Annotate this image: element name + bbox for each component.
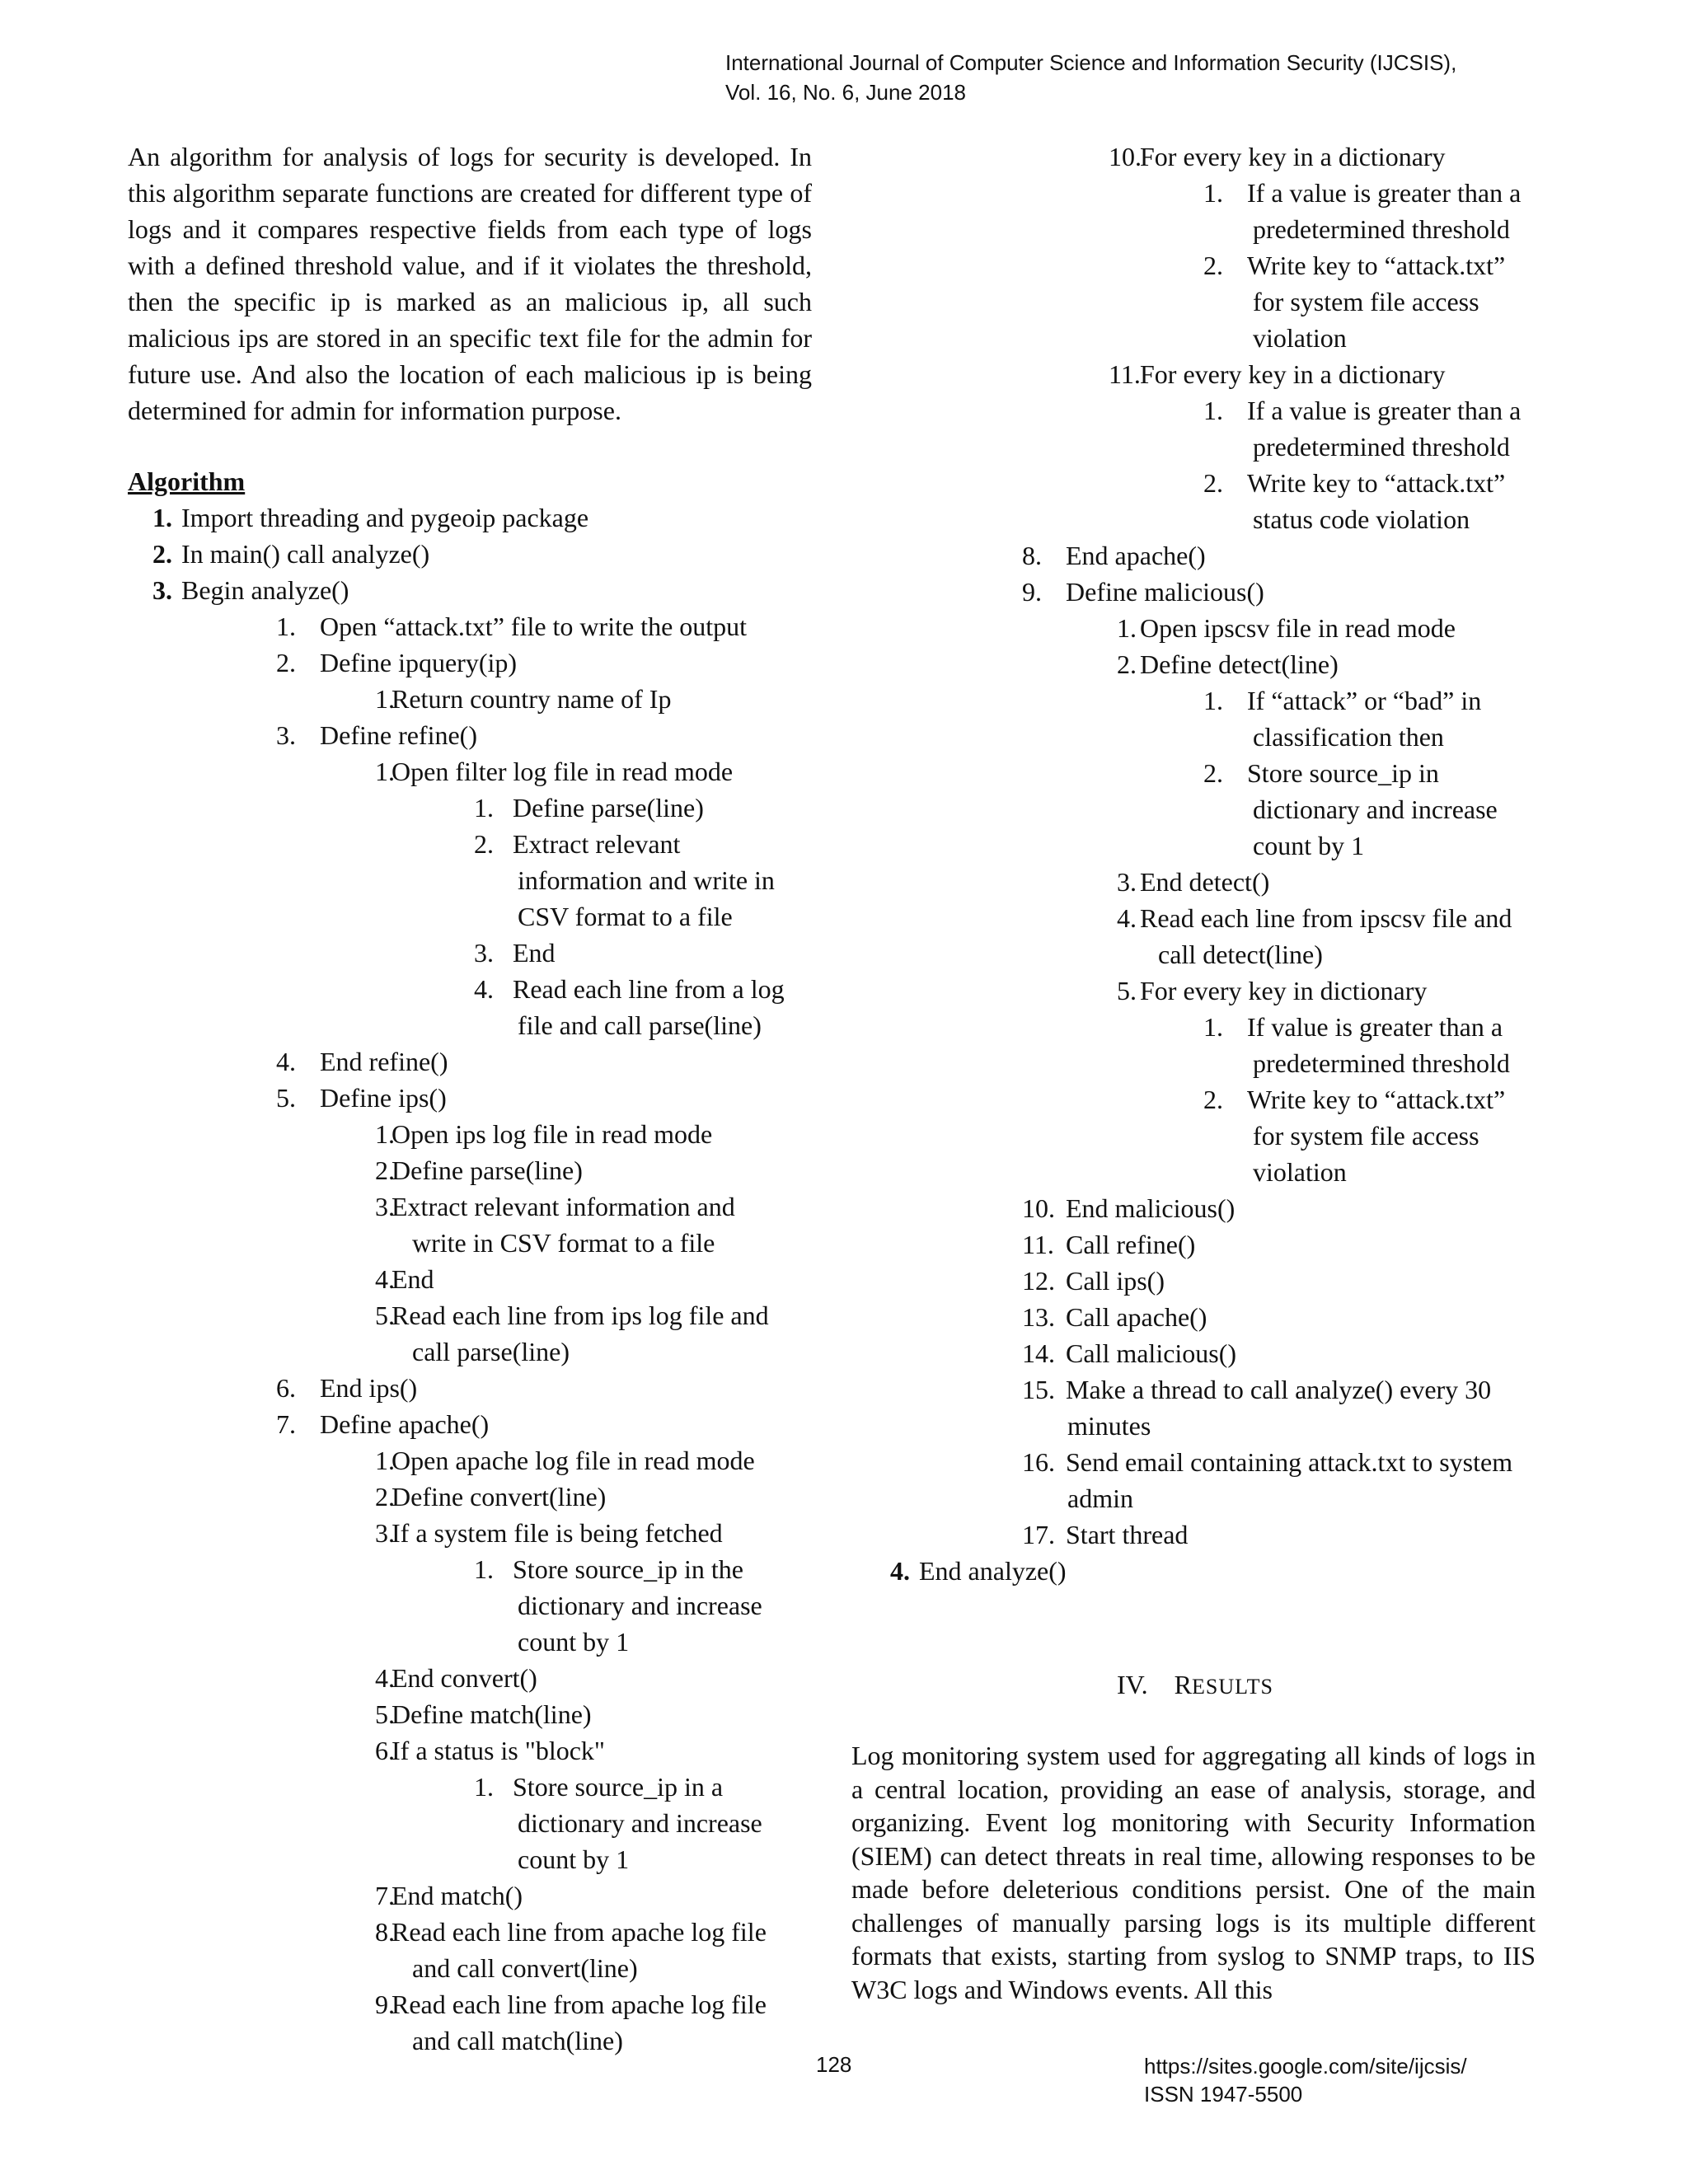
step-number: 1. <box>1117 613 1137 643</box>
step-text: for system file access <box>1253 287 1479 316</box>
step-text: End <box>392 1264 434 1294</box>
algorithm-line <box>849 864 1541 900</box>
step-number: 1. <box>1203 396 1223 425</box>
step-number: 4. <box>276 1047 296 1076</box>
step-text: information and write in <box>518 865 775 895</box>
step-number: 1. <box>375 684 395 714</box>
step-number: 2. <box>1203 758 1223 788</box>
step-number: 9. <box>1022 577 1042 607</box>
step-text: Define parse(line) <box>392 1155 583 1185</box>
algorithm-line <box>849 1299 1541 1335</box>
journal-volume: Vol. 16, No. 6, June 2018 <box>725 80 966 105</box>
step-number: 5. <box>375 1699 395 1729</box>
algorithm-line <box>128 717 812 753</box>
algorithm-line <box>128 1261 812 1297</box>
algorithm-line <box>849 646 1541 682</box>
step-number: 1. <box>152 503 172 532</box>
algorithm-line <box>849 1045 1541 1081</box>
algorithm-line <box>128 1660 812 1696</box>
step-number: 15. <box>1022 1375 1055 1404</box>
step-number: 6. <box>375 1736 395 1765</box>
algorithm-line <box>849 1263 1541 1299</box>
step-number: 3. <box>276 720 296 750</box>
step-text: for system file access <box>1253 1121 1479 1151</box>
step-text: Define ips() <box>320 1083 447 1113</box>
algorithm-line <box>849 791 1541 827</box>
step-text: Read each line from a log <box>513 974 785 1004</box>
step-text: call detect(line) <box>1158 940 1323 969</box>
step-number: 2. <box>1203 468 1223 498</box>
algorithm-line <box>128 1406 812 1442</box>
algorithm-heading: Algorithm <box>128 466 246 496</box>
step-text: Open ips log file in read mode <box>392 1119 713 1149</box>
step-number: 3. <box>375 1192 395 1221</box>
algorithm-line <box>849 1516 1541 1553</box>
step-text: and call convert(line) <box>412 1953 638 1983</box>
algorithm-line <box>849 392 1541 429</box>
algorithm-line <box>849 1081 1541 1118</box>
step-text: If a value is greater than a <box>1247 396 1522 425</box>
algorithm-line <box>128 1986 812 2022</box>
step-number: 2. <box>474 829 494 859</box>
algorithm-line <box>128 753 812 790</box>
step-text: End match() <box>392 1881 523 1910</box>
step-number: 4. <box>375 1264 395 1294</box>
step-number: 2. <box>276 648 296 677</box>
algorithm-line <box>128 499 812 536</box>
step-number: 1. <box>474 793 494 823</box>
step-number: 3. <box>1117 867 1137 897</box>
results-heading <box>849 1666 1541 1705</box>
step-text: CSV format to a file <box>518 902 733 931</box>
step-number: 7. <box>276 1409 296 1439</box>
footer-url: https://sites.google.com/site/ijcsis/ <box>1144 2054 1467 2079</box>
step-number: 6. <box>276 1373 296 1403</box>
journal-header <box>725 48 1456 107</box>
step-number: 5. <box>276 1083 296 1113</box>
algorithm-line <box>128 1479 812 1515</box>
left-column <box>128 138 812 2059</box>
step-text: Open “attack.txt” file to write the output <box>320 612 748 641</box>
algorithm-line <box>128 1950 812 1986</box>
step-text: dictionary and increase <box>518 1808 762 1838</box>
algorithm-line <box>128 1551 812 1587</box>
algorithm-line <box>128 1624 812 1660</box>
step-text: Define detect(line) <box>1140 649 1339 679</box>
algorithm-line <box>849 900 1541 936</box>
algorithm-line <box>849 175 1541 211</box>
step-text: Start thread <box>1066 1520 1189 1549</box>
step-text: For every key in dictionary <box>1140 976 1428 1005</box>
step-number: 8. <box>375 1917 395 1947</box>
step-text: For every key in a dictionary <box>1140 359 1446 389</box>
step-number: 1. <box>474 1772 494 1802</box>
algorithm-line <box>128 935 812 971</box>
footer-issn: ISSN 1947-5500 <box>1144 2082 1303 2107</box>
step-text: Open filter log file in read mode <box>392 757 734 786</box>
step-number: 1. <box>375 757 395 786</box>
algorithm-line <box>849 1408 1541 1444</box>
algorithm-line <box>128 1914 812 1950</box>
step-text: Read each line from apache log file <box>392 1917 767 1947</box>
algorithm-line <box>128 1043 812 1080</box>
step-number: 11. <box>1022 1230 1054 1259</box>
step-text: predetermined threshold <box>1253 432 1510 462</box>
algorithm-line <box>128 1841 812 1877</box>
step-text: Read each line from ipscsv file and <box>1140 903 1512 933</box>
journal-name: International Journal of Computer Science and Information Security (IJCSIS), <box>725 50 1457 75</box>
algorithm-line <box>128 1587 812 1624</box>
step-text: write in CSV format to a file <box>412 1228 715 1258</box>
step-text: minutes <box>1067 1411 1151 1441</box>
step-number: 1. <box>375 1119 395 1149</box>
right-column <box>849 138 1541 1589</box>
algorithm-line <box>849 827 1541 864</box>
step-text: Define malicious() <box>1066 577 1264 607</box>
algorithm-line <box>849 610 1541 646</box>
step-text: End detect() <box>1140 867 1270 897</box>
step-number: 16. <box>1022 1447 1055 1477</box>
step-text: Define convert(line) <box>392 1482 607 1511</box>
results-paragraph: Log monitoring system used for aggregating all kinds of logs in a central location, providing an ease of analysis, storage, and organizing. Event log monitoring with Security Information (SIEM) can detect threats in real time, allowing responses to be made before deleterious conditions persist. One of the main challenges of manually parsing logs is its multiple different formats that exists, starting from syslog to SNMP traps, to IIS W3C logs and Windows events. All this <box>851 1741 1536 2004</box>
step-text: Read each line from apache log file <box>392 1990 767 2019</box>
step-text: End apache() <box>1066 541 1206 570</box>
step-number: 3. <box>474 938 494 968</box>
step-number: 7. <box>375 1881 395 1910</box>
step-number: 17. <box>1022 1520 1055 1549</box>
algorithm-line <box>128 1297 812 1333</box>
step-number: 9. <box>375 1990 395 2019</box>
step-text: admin <box>1067 1483 1133 1513</box>
step-number: 2. <box>152 539 172 569</box>
algorithm-line <box>849 1190 1541 1226</box>
algorithm-line <box>849 972 1541 1009</box>
step-text: For every key in a dictionary <box>1140 142 1446 171</box>
step-number: 4. <box>474 974 494 1004</box>
step-text: End malicious() <box>1066 1193 1236 1223</box>
algorithm-line <box>849 719 1541 755</box>
section-title-rest: ESULTS <box>1192 1675 1273 1699</box>
step-number: 12. <box>1022 1266 1055 1296</box>
step-text: Read each line from ips log file and <box>392 1301 769 1330</box>
step-text: call parse(line) <box>412 1337 570 1366</box>
algorithm-line <box>849 284 1541 320</box>
step-number: 1. <box>1203 686 1223 715</box>
step-text: Extract relevant <box>513 829 681 859</box>
step-text: In main() call analyze() <box>181 539 430 569</box>
algorithm-line <box>128 1805 812 1841</box>
algorithm-line <box>849 1444 1541 1480</box>
step-number: 2. <box>1117 649 1137 679</box>
step-number: 14. <box>1022 1338 1055 1368</box>
step-number: 5. <box>1117 976 1137 1005</box>
algorithm-list-left <box>128 499 812 2059</box>
step-text: If a value is greater than a <box>1247 178 1522 208</box>
algorithm-line <box>849 1553 1541 1589</box>
step-text: Call refine() <box>1066 1230 1196 1259</box>
step-number: 3. <box>152 575 172 605</box>
algorithm-line <box>128 1515 812 1551</box>
step-number: 11. <box>1109 359 1141 389</box>
algorithm-line <box>128 1225 812 1261</box>
algorithm-line <box>849 1154 1541 1190</box>
algorithm-line <box>128 572 812 608</box>
step-text: predetermined threshold <box>1253 214 1510 244</box>
algorithm-line <box>849 320 1541 356</box>
algorithm-line <box>849 1480 1541 1516</box>
step-number: 1. <box>1203 178 1223 208</box>
step-number: 1. <box>276 612 296 641</box>
step-text: violation <box>1253 1157 1347 1187</box>
step-text: Store source_ip in the <box>513 1554 743 1584</box>
step-text: and call match(line) <box>412 2026 623 2055</box>
step-text: file and call parse(line) <box>518 1010 762 1040</box>
step-text: Import threading and pygeoip package <box>181 503 589 532</box>
step-text: Begin analyze() <box>181 575 349 605</box>
algorithm-line <box>849 429 1541 465</box>
step-number: 2. <box>375 1155 395 1185</box>
algorithm-list-right <box>849 138 1541 1589</box>
algorithm-line <box>128 1732 812 1769</box>
step-text: status code violation <box>1253 504 1470 534</box>
step-number: 4. <box>890 1556 910 1586</box>
step-number: 2. <box>1203 1085 1223 1114</box>
algorithm-line <box>128 1188 812 1225</box>
step-text: End refine() <box>320 1047 448 1076</box>
step-number: 1. <box>375 1446 395 1475</box>
step-text: violation <box>1253 323 1347 353</box>
step-text: End ips() <box>320 1373 418 1403</box>
step-text: dictionary and increase <box>518 1591 762 1620</box>
algorithm-line <box>849 537 1541 574</box>
step-number: 1. <box>474 1554 494 1584</box>
step-text: Open apache log file in read mode <box>392 1446 755 1475</box>
algorithm-line <box>849 755 1541 791</box>
algorithm-line <box>849 138 1541 175</box>
algorithm-line <box>849 1226 1541 1263</box>
step-text: Write key to “attack.txt” <box>1247 1085 1506 1114</box>
algorithm-line <box>128 536 812 572</box>
step-number: 4. <box>1117 903 1137 933</box>
algorithm-line <box>128 1442 812 1479</box>
algorithm-line <box>128 898 812 935</box>
algorithm-line <box>849 465 1541 501</box>
algorithm-line <box>128 1769 812 1805</box>
algorithm-line <box>849 1371 1541 1408</box>
step-text: Store source_ip in a <box>513 1772 724 1802</box>
step-number: 2. <box>1203 251 1223 280</box>
step-text: Make a thread to call analyze() every 30 <box>1066 1375 1492 1404</box>
step-number: 13. <box>1022 1302 1055 1332</box>
step-text: Store source_ip in <box>1247 758 1439 788</box>
step-number: 8. <box>1022 541 1042 570</box>
step-text: Extract relevant information and <box>392 1192 735 1221</box>
algorithm-line <box>849 1009 1541 1045</box>
algorithm-line <box>849 211 1541 247</box>
algorithm-line <box>849 574 1541 610</box>
step-number: 3. <box>375 1518 395 1548</box>
algorithm-line <box>849 1335 1541 1371</box>
step-text: Write key to “attack.txt” <box>1247 468 1506 498</box>
step-text: Define refine() <box>320 720 477 750</box>
algorithm-line <box>128 790 812 826</box>
algorithm-line <box>128 644 812 681</box>
step-text: Call malicious() <box>1066 1338 1237 1368</box>
step-text: Define ipquery(ip) <box>320 648 518 677</box>
algorithm-line <box>849 1118 1541 1154</box>
step-text: End convert() <box>392 1663 537 1693</box>
step-text: count by 1 <box>1253 831 1365 860</box>
algorithm-line <box>128 1152 812 1188</box>
step-text: Open ipscsv file in read mode <box>1140 613 1456 643</box>
step-text: If value is greater than a <box>1247 1012 1503 1042</box>
step-text: Define match(line) <box>392 1699 592 1729</box>
algorithm-line <box>128 608 812 644</box>
footer-info <box>1144 2052 1467 2108</box>
step-text: Call apache() <box>1066 1302 1207 1332</box>
step-text: Send email containing attack.txt to system <box>1066 1447 1513 1477</box>
step-text: dictionary and increase <box>1253 794 1498 824</box>
algorithm-line <box>128 1333 812 1370</box>
algorithm-line <box>128 971 812 1007</box>
step-text: Return country name of Ip <box>392 684 672 714</box>
intro-paragraph: An algorithm for analysis of logs for security is developed. In this algorithm separate functions are created for different type of logs and it compares respective fields from each type of logs with a defined threshold value, and if it violates the threshold, then the specific ip is marked as an malicious ip, all such malicious ips are stored in an specific text file for the admin for future use. And also the location of each malicious ip is being determined for admin for information purpose. <box>128 142 812 425</box>
step-text: End <box>513 938 556 968</box>
step-text: If a system file is being fetched <box>392 1518 723 1548</box>
algorithm-line <box>128 1370 812 1406</box>
step-number: 10. <box>1109 142 1142 171</box>
step-number: 10. <box>1022 1193 1055 1223</box>
algorithm-line <box>128 2022 812 2059</box>
algorithm-line <box>128 826 812 862</box>
algorithm-line <box>128 681 812 717</box>
step-text: If a status is "block" <box>392 1736 605 1765</box>
algorithm-line <box>849 682 1541 719</box>
step-number: 2. <box>375 1482 395 1511</box>
algorithm-line <box>849 247 1541 284</box>
algorithm-line <box>849 356 1541 392</box>
algorithm-line <box>128 862 812 898</box>
step-text: Define apache() <box>320 1409 490 1439</box>
step-text: If “attack” or “bad” in <box>1247 686 1482 715</box>
algorithm-line <box>128 1877 812 1914</box>
step-text: Define parse(line) <box>513 793 704 823</box>
step-text: count by 1 <box>518 1627 630 1657</box>
step-number: 1. <box>1203 1012 1223 1042</box>
algorithm-line <box>128 1696 812 1732</box>
step-text: classification then <box>1253 722 1444 752</box>
step-number: 5. <box>375 1301 395 1330</box>
algorithm-line <box>849 936 1541 972</box>
algorithm-line <box>128 1080 812 1116</box>
step-text: count by 1 <box>518 1844 630 1874</box>
step-text: Write key to “attack.txt” <box>1247 251 1506 280</box>
step-text: End analyze() <box>919 1556 1067 1586</box>
step-number: 4. <box>375 1663 395 1693</box>
algorithm-line <box>849 501 1541 537</box>
section-number: IV. <box>1117 1670 1148 1699</box>
step-text: predetermined threshold <box>1253 1048 1510 1078</box>
section-title-initial: R <box>1174 1670 1192 1699</box>
algorithm-line <box>128 1007 812 1043</box>
page-number: 128 <box>816 2052 852 2077</box>
algorithm-line <box>128 1116 812 1152</box>
step-text: Call ips() <box>1066 1266 1165 1296</box>
